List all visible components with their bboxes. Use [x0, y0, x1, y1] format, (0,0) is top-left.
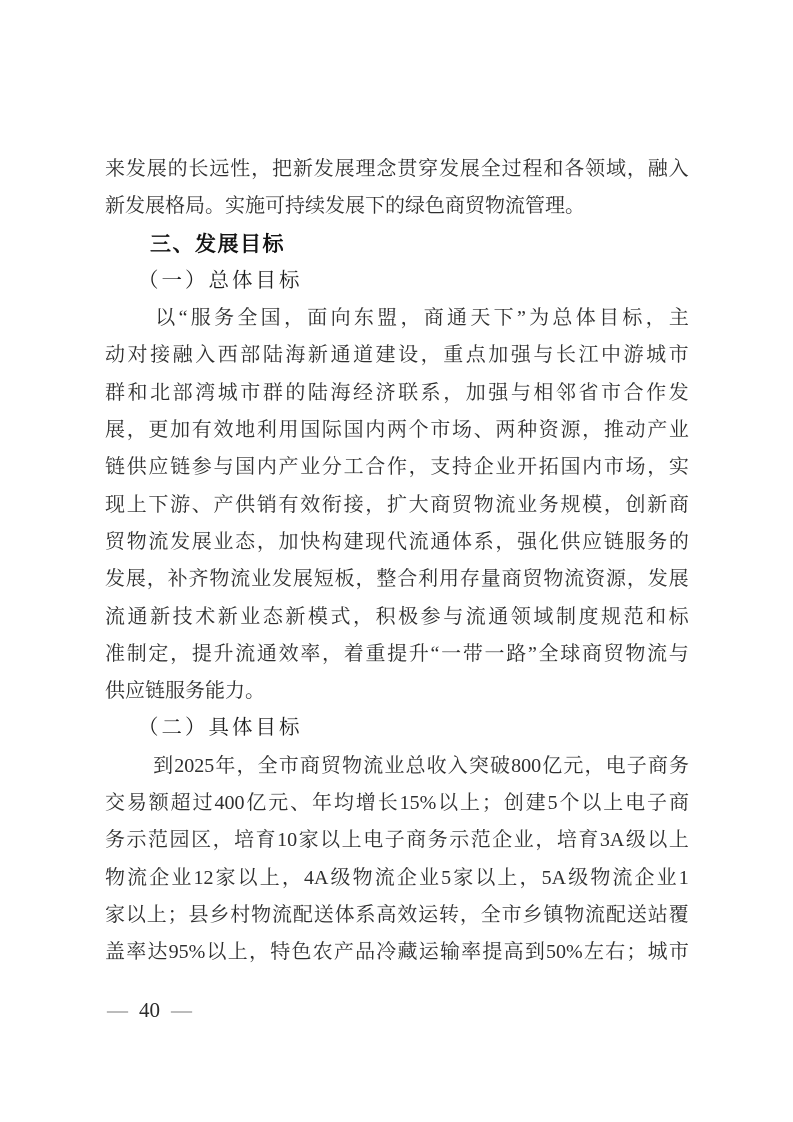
body-text-line: 到 2025 年 ， 全 市 商 贸 物 流 业 总 收 入 突 破 800 亿 元 ， 电 子 商 务: [153, 754, 689, 777]
body-text-line: 流 通 新 技 术 新 业 态 新 模 式 ， 积 极 参 与 流 通 领 域 制 度 规 范 和 标: [105, 605, 689, 628]
body-text-line: 发 展 ， 补 齐 物 流 业 发 展 短 板 ， 整 合 利 用 存 量 商 贸 物 流 资 源 ， 发 展: [105, 568, 689, 591]
body-text-line: 现 上 下 游 、 产 供 销 有 效 衔 接 ， 扩 大 商 贸 物 流 业 务 规 模 ， 创 新 商: [105, 493, 689, 516]
subsection-heading-overall: （一）总体目标: [138, 269, 303, 292]
body-text-line: 动 对 接 融 入 西 部 陆 海 新 通 道 建 设 ， 重 点 加 强 与 长 江 中 游 城 市: [105, 344, 689, 367]
section-heading: 三、发展目标: [150, 232, 285, 256]
body-text-line: 展 ， 更 加 有 效 地 利 用 国 际 国 内 两 个 市 场 、 两 种 资 源 ， 推 动 产 业: [105, 419, 689, 442]
footer-dash: —: [107, 998, 128, 1022]
body-text-line: 供应链服务能力。: [105, 680, 265, 703]
body-text-line: 盖 率 达 95% 以 上 ， 特 色 农 产 品 冷 藏 运 输 率 提 高 到 50% 左 右 ； 城 市: [105, 941, 689, 964]
body-text-line: 以 “ 服 务 全 国 ， 面 向 东 盟 ， 商 通 天 下 ” 为 总 体 目 标 ， 主: [155, 307, 689, 330]
body-text-line: 务 示 范 园 区 ， 培 育 10 家 以 上 电 子 商 务 示 范 企 业 ， 培 育 3A 级 以 上: [105, 829, 689, 852]
page-footer: [105, 996, 194, 1024]
body-text-line: 准 制 定 ， 提 升 流 通 效 率 ， 着 重 提 升 “ 一 带 一 路 ” 全 球 商 贸 物 流 与: [105, 642, 689, 665]
footer-dash: —: [171, 998, 192, 1022]
body-text-line: 物 流 企 业 12 家 以 上 ， 4A 级 物 流 企 业 5 家 以 上 ， 5A 级 物 流 企 业 1: [105, 866, 689, 889]
body-text-line: 贸 物 流 发 展 业 态 ， 加 快 构 建 现 代 流 通 体 系 ， 强 化 供 应 链 服 务 的: [105, 530, 689, 553]
body-text-line: 交 易 额 超 过 400 亿 元 、 年 均 增 长 15% 以 上 ； 创 建 5 个 以 上 电 子 商: [105, 792, 689, 815]
body-text-line: 群 和 北 部 湾 城 市 群 的 陆 海 经 济 联 系 ， 加 强 与 相 邻 省 市 合 作 发: [105, 381, 689, 404]
body-text-line: 新发展格局。实施可持续发展下的绿色商贸物流管理。: [105, 195, 585, 218]
body-text-line: 家 以 上 ； 县 乡 村 物 流 配 送 体 系 高 效 运 转 ， 全 市 乡 镇 物 流 配 送 站 覆: [105, 903, 689, 926]
body-text-line: 来 发 展 的 长 远 性 ， 把 新 发 展 理 念 贯 穿 发 展 全 过 程 和 各 领 域 ， 融 入: [105, 158, 689, 180]
body-text-line: 链 供 应 链 参 与 国 内 产 业 分 工 合 作 ， 支 持 企 业 开 拓 国 内 市 场 ， 实: [105, 456, 689, 479]
document-body: [105, 151, 689, 972]
page-number: 40: [139, 998, 160, 1022]
subsection-heading-specific: （二）具体目标: [138, 717, 303, 740]
